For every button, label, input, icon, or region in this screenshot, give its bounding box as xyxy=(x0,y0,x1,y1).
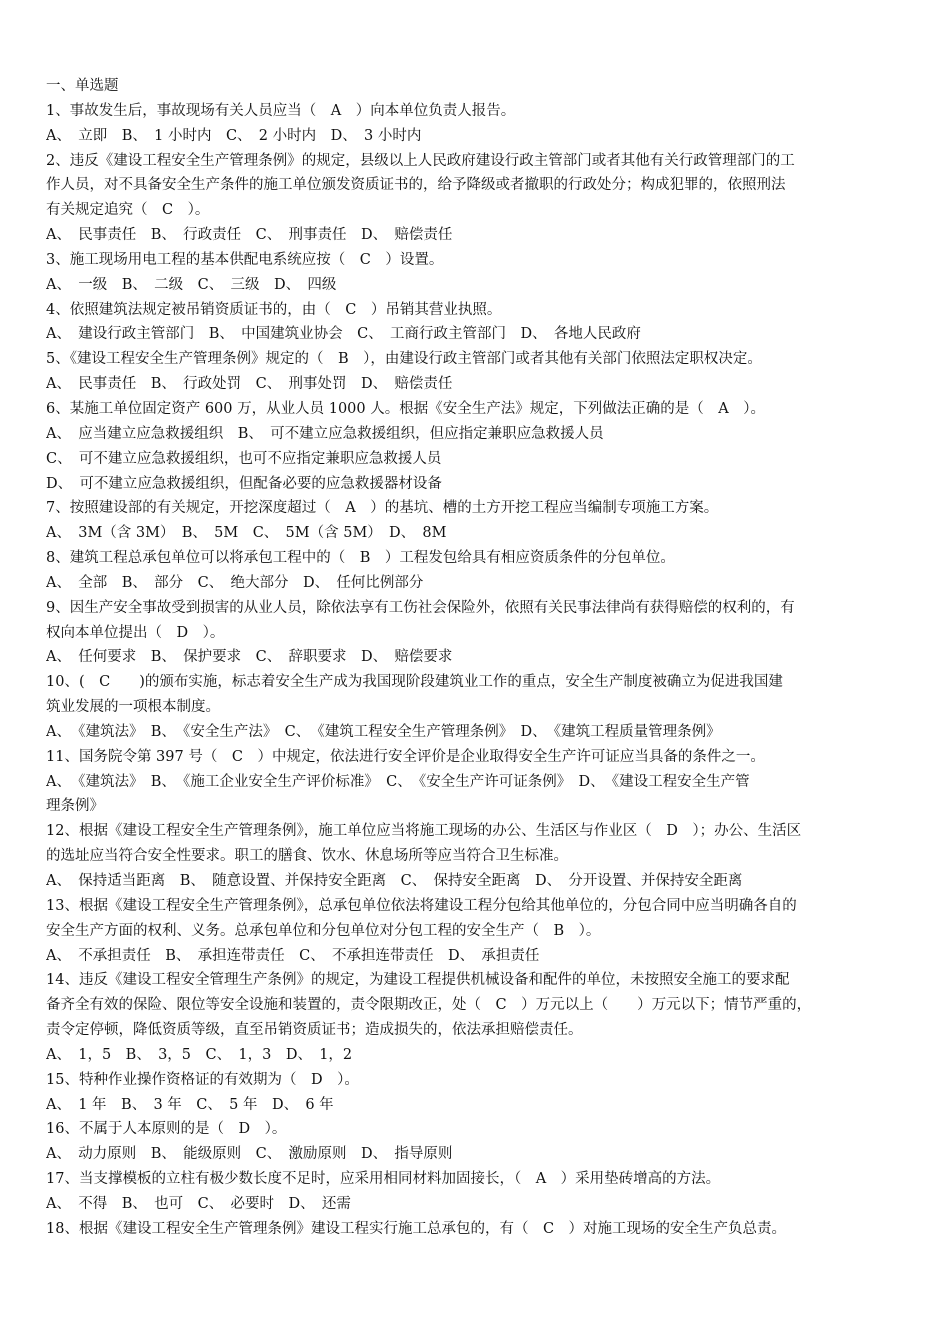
text-line: 4、依照建筑法规定被吊销资质证书的，由（ C ）吊销其营业执照。 xyxy=(46,301,502,318)
text-line: A、 任何要求 B、 保护要求 C、 辞职要求 D、 赔偿要求 xyxy=(46,649,453,666)
text-line: C、 可不建立应急救援组织，也可不应指定兼职应急救援人员 xyxy=(46,450,442,467)
text-line: 16、不属于人本原则的是（ D ）。 xyxy=(46,1121,287,1138)
text-line: A、 立即 B、 1 小时内 C、 2 小时内 D、 3 小时内 xyxy=(46,127,422,144)
text-line: A、 全部 B、 部分 C、 绝大部分 D、 任何比例部分 xyxy=(46,574,424,591)
text-line: A、 《建筑法》 B、 《施工企业安全生产评价标准》 C、 《安全生产许可证条例》 D、 《建设工程安全生产管 xyxy=(46,773,750,790)
text-line: 6、某施工单位固定资产 600 万，从业人员 1000 人。根据《安全生产法》规定，下列做法正确的是（ A ）。 xyxy=(46,400,765,417)
text-line: 11、国务院令第 397 号（ C ）中规定，依法进行安全评价是企业取得安全生产许可证应当具备的条件之一。 xyxy=(46,748,765,765)
text-line: 1、事故发生后，事故现场有关人员应当（ A ）向本单位负责人报告。 xyxy=(46,102,516,119)
text-line: 权向本单位提出（ D ）。 xyxy=(46,624,225,641)
text-line: 作人员，对不具备安全生产条件的施工单位颁发资质证书的，给予降级或者撤职的行政处分；构成犯罪的，依照刑法 xyxy=(46,177,786,194)
text-line: A、 民事责任 B、 行政责任 C、 刑事责任 D、 赔偿责任 xyxy=(46,227,453,244)
text-line: 13、根据《建设工程安全生产管理条例》，总承包单位依法将建设工程分包给其他单位的，分包合同中应当明确各自的 xyxy=(46,897,797,914)
text-line: D、 可不建立应急救援组织，但配备必要的应急救援器材设备 xyxy=(46,475,442,492)
text-line: A、 保持适当距离 B、 随意设置、并保持安全距离 C、 保持安全距离 D、 分开设置、并保持安全距离 xyxy=(46,873,743,889)
text-line: 15、特种作业操作资格证的有效期为（ D ）。 xyxy=(46,1071,359,1088)
text-line: A、 民事责任 B、 行政处罚 C、 刑事处罚 D、 赔偿责任 xyxy=(46,376,453,393)
text-line: A、 《建筑法》 B、 《安全生产法》 C、 《建筑工程安全生产管理条例》 D、 《建筑工程质量管理条例》 xyxy=(46,723,721,740)
text-line: 责令定停顿，降低资质等级，直至吊销资质证书；造成损失的，依法承担赔偿责任。 xyxy=(46,1022,583,1039)
text-line: 备齐全有效的保险、限位等安全设施和装置的，责令限期改正，处（ C ）万元以上（ ）万元以下；情节严重的， xyxy=(46,997,812,1014)
text-line: 9、因生产安全事故受到损害的从业人员，除依法享有工伤社会保险外，依照有关民事法律尚有获得赔偿的权利的，有 xyxy=(46,599,795,616)
text-line: 筑业发展的一项根本制度。 xyxy=(46,699,220,716)
text-line: 理条例》 xyxy=(46,798,104,815)
text-line: 一、单选题 xyxy=(46,78,119,94)
text-line: A、 1 年 B、 3 年 C、 5 年 D、 6 年 xyxy=(46,1096,334,1113)
text-line: 的选址应当符合安全性要求。职工的膳食、饮水、休息场所等应当符合卫生标准。 xyxy=(46,848,568,865)
text-line: 安全生产方面的权利、义务。总承包单位和分包单位对分包工程的安全生产（ B ）。 xyxy=(46,922,601,939)
text-line: A、 不承担责任 B、 承担连带责任 C、 不承担连带责任 D、 承担责任 xyxy=(46,947,540,964)
text-line: 8、建筑工程总承包单位可以将承包工程中的（ B ）工程发包给具有相应资质条件的分包单位。 xyxy=(46,550,675,567)
text-line: 3、施工现场用电工程的基本供配电系统应按（ C ）设置。 xyxy=(46,251,444,268)
text-line: A、 3M（含 3M） B、 5M C、 5M（含 5M） D、 8M xyxy=(46,525,447,542)
text-line: A、 不得 B、 也可 C、 必要时 D、 还需 xyxy=(46,1195,351,1212)
text-line: 12、根据《建设工程安全生产管理条例》，施工单位应当将施工现场的办公、生活区与作业区（ D ）；办公、生活区 xyxy=(46,823,802,840)
text-line: 17、当支撑模板的立柱有极少数长度不足时，应采用相同材料加固接长，（ A ）采用垫砖增高的方法。 xyxy=(46,1171,721,1188)
text-line: 18、根据《建设工程安全生产管理条例》建设工程实行施工总承包的，有（ C ）对施工现场的安全生产负总责。 xyxy=(46,1220,787,1237)
text-line: 2、违反《建设工程安全生产管理条例》的规定，县级以上人民政府建设行政主管部门或者其他有关行政管理部门的工 xyxy=(46,152,795,169)
text-line: A、 动力原则 B、 能级原则 C、 激励原则 D、 指导原则 xyxy=(46,1146,453,1163)
exam-document xyxy=(46,74,908,1242)
text-line: A、 建设行政主管部门 B、 中国建筑业协会 C、 工商行政主管部门 D、 各地人民政府 xyxy=(46,326,641,343)
text-line: 10、( C )的颁布实施，标志着安全生产成为我国现阶段建筑业工作的重点，安全生产制度被确立为促进我国建 xyxy=(46,674,783,691)
text-line: 5、《建设工程安全生产管理条例》规定的（ B ），由建设行政主管部门或者其他有关部门依照法定职权决定。 xyxy=(46,351,762,368)
text-line: A、 一级 B、 二级 C、 三级 D、 四级 xyxy=(46,276,337,293)
text-line: 7、按照建设部的有关规定，开挖深度超过（ A ）的基坑、槽的土方开挖工程应当编制专项施工方案。 xyxy=(46,500,719,517)
text-line: A、 应当建立应急救援组织 B、 可不建立应急救援组织，但应指定兼职应急救援人员 xyxy=(46,425,604,442)
text-line: A、 1，5 B、 3，5 C、 1，3 D、 1，2 xyxy=(46,1046,353,1063)
text-line: 有关规定追究（ C ）。 xyxy=(46,202,210,219)
text-line: 14、违反《建设工程安全管理生产条例》的规定，为建设工程提供机械设备和配件的单位，未按照安全施工的要求配 xyxy=(46,972,790,989)
